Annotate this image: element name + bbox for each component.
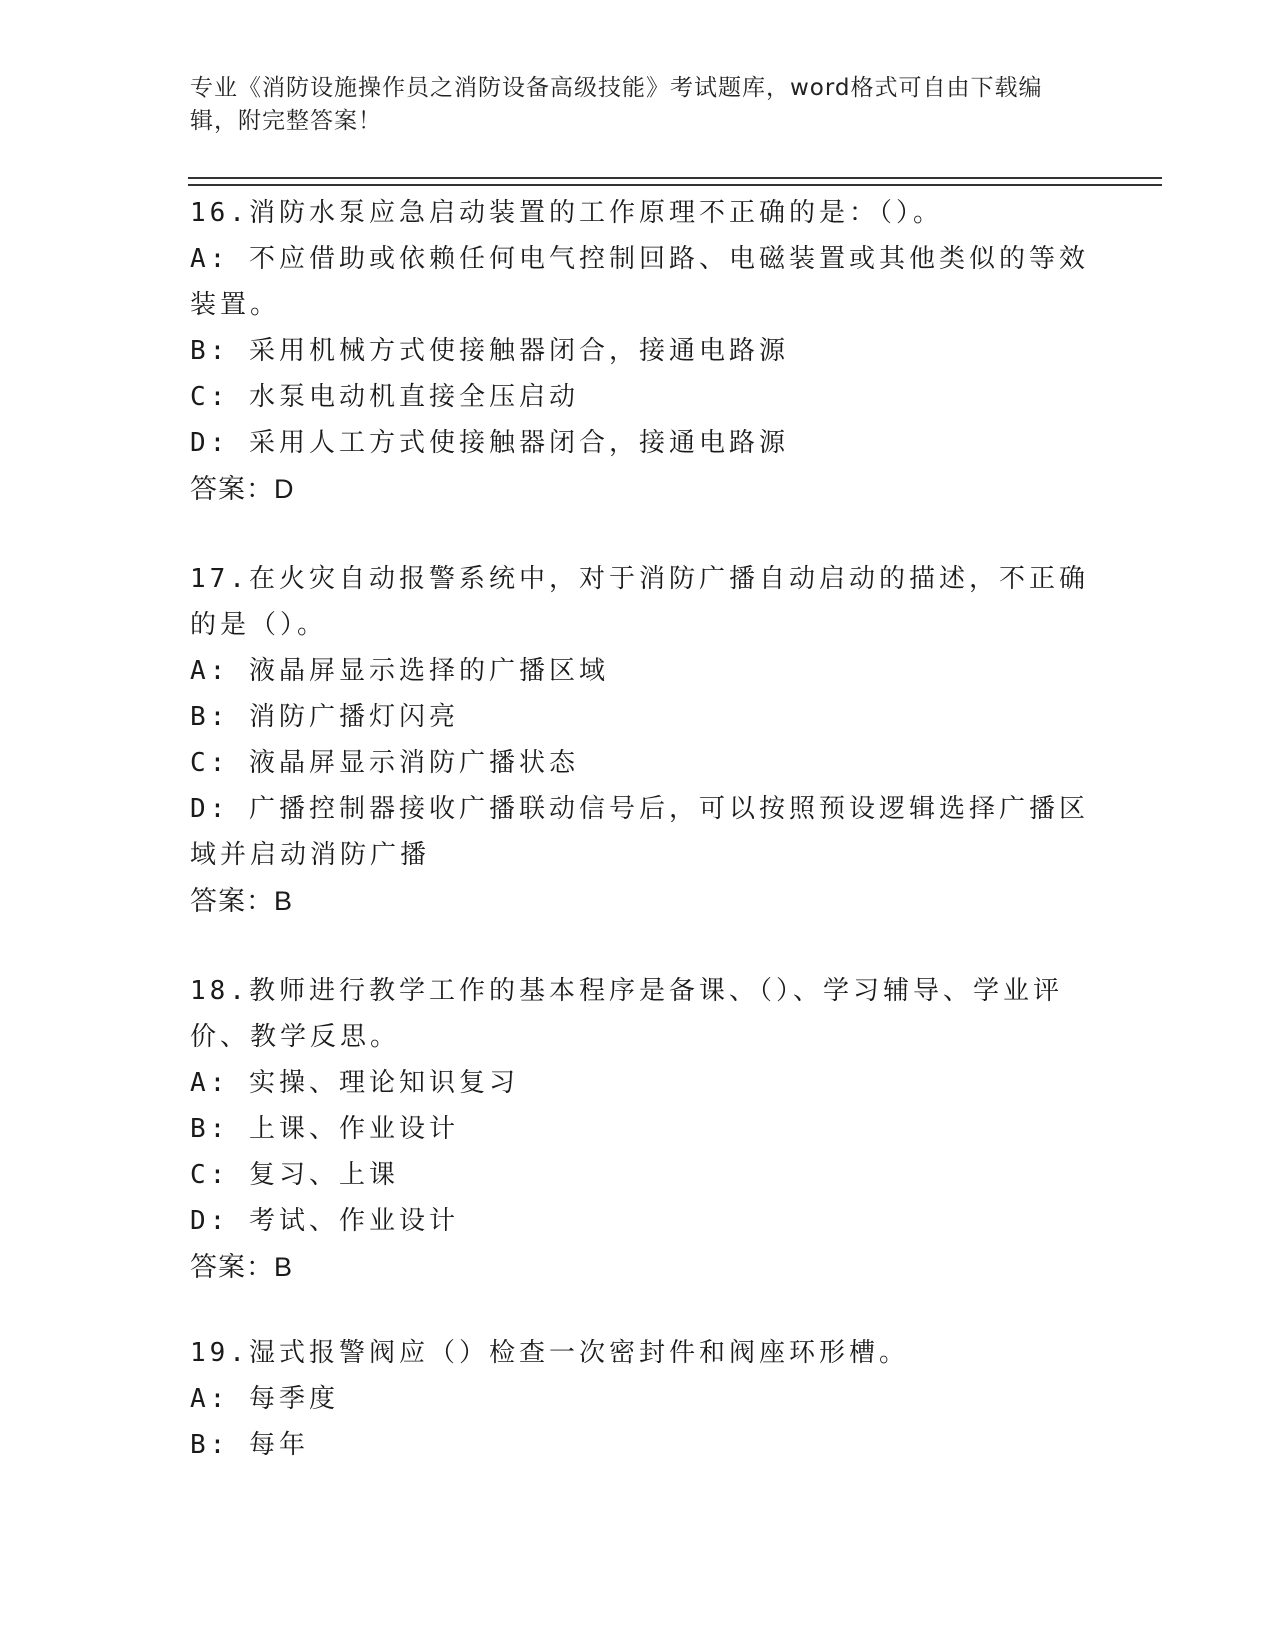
question-stem: 19.湿式报警阀应（）检查一次密封件和阀座环形槽。: [190, 1338, 909, 1368]
header-divider-bottom: [188, 184, 1162, 186]
document-header: 专业《消防设施操作员之消防设备高级技能》考试题库，word格式可自由下载编辑，附完整答案！: [190, 75, 1043, 134]
option-c: C: 复习、上课: [190, 1160, 399, 1190]
option-b: B: 消防广播灯闪亮: [190, 702, 459, 732]
option-d: D: 考试、作业设计: [190, 1206, 459, 1236]
question-stem: 17.在火灾自动报警系统中，对于消防广播自动启动的描述，不正确的是（）。: [190, 564, 1089, 640]
answer-line: 答案：B: [190, 1252, 294, 1282]
question-stem: 16.消防水泵应急启动装置的工作原理不正确的是：（）。: [190, 198, 943, 228]
question-19: [190, 1330, 1090, 1468]
option-a: A: 每季度: [190, 1384, 339, 1414]
question-18: [190, 968, 1090, 1290]
option-b: B: 采用机械方式使接触器闭合，接通电路源: [190, 336, 789, 366]
option-a: A: 液晶屏显示选择的广播区域: [190, 656, 609, 686]
header-divider-top: [188, 177, 1162, 179]
option-c: C: 液晶屏显示消防广播状态: [190, 748, 579, 778]
question-16: [190, 190, 1090, 512]
option-a: A: 不应借助或依赖任何电气控制回路、电磁装置或其他类似的等效装置。: [190, 244, 1089, 320]
answer-line: 答案：B: [190, 886, 294, 916]
question-stem: 18.教师进行教学工作的基本程序是备课、（）、学习辅导、学业评价、教学反思。: [190, 976, 1063, 1052]
option-b: B: 每年: [190, 1430, 309, 1460]
option-b: B: 上课、作业设计: [190, 1114, 459, 1144]
option-d: D: 采用人工方式使接触器闭合，接通电路源: [190, 428, 789, 458]
option-d: D: 广播控制器接收广播联动信号后，可以按照预设逻辑选择广播区域并启动消防广播: [190, 794, 1089, 870]
answer-line: 答案：D: [190, 474, 295, 504]
option-c: C: 水泵电动机直接全压启动: [190, 382, 579, 412]
option-a: A: 实操、理论知识复习: [190, 1068, 519, 1098]
question-17: [190, 556, 1090, 924]
